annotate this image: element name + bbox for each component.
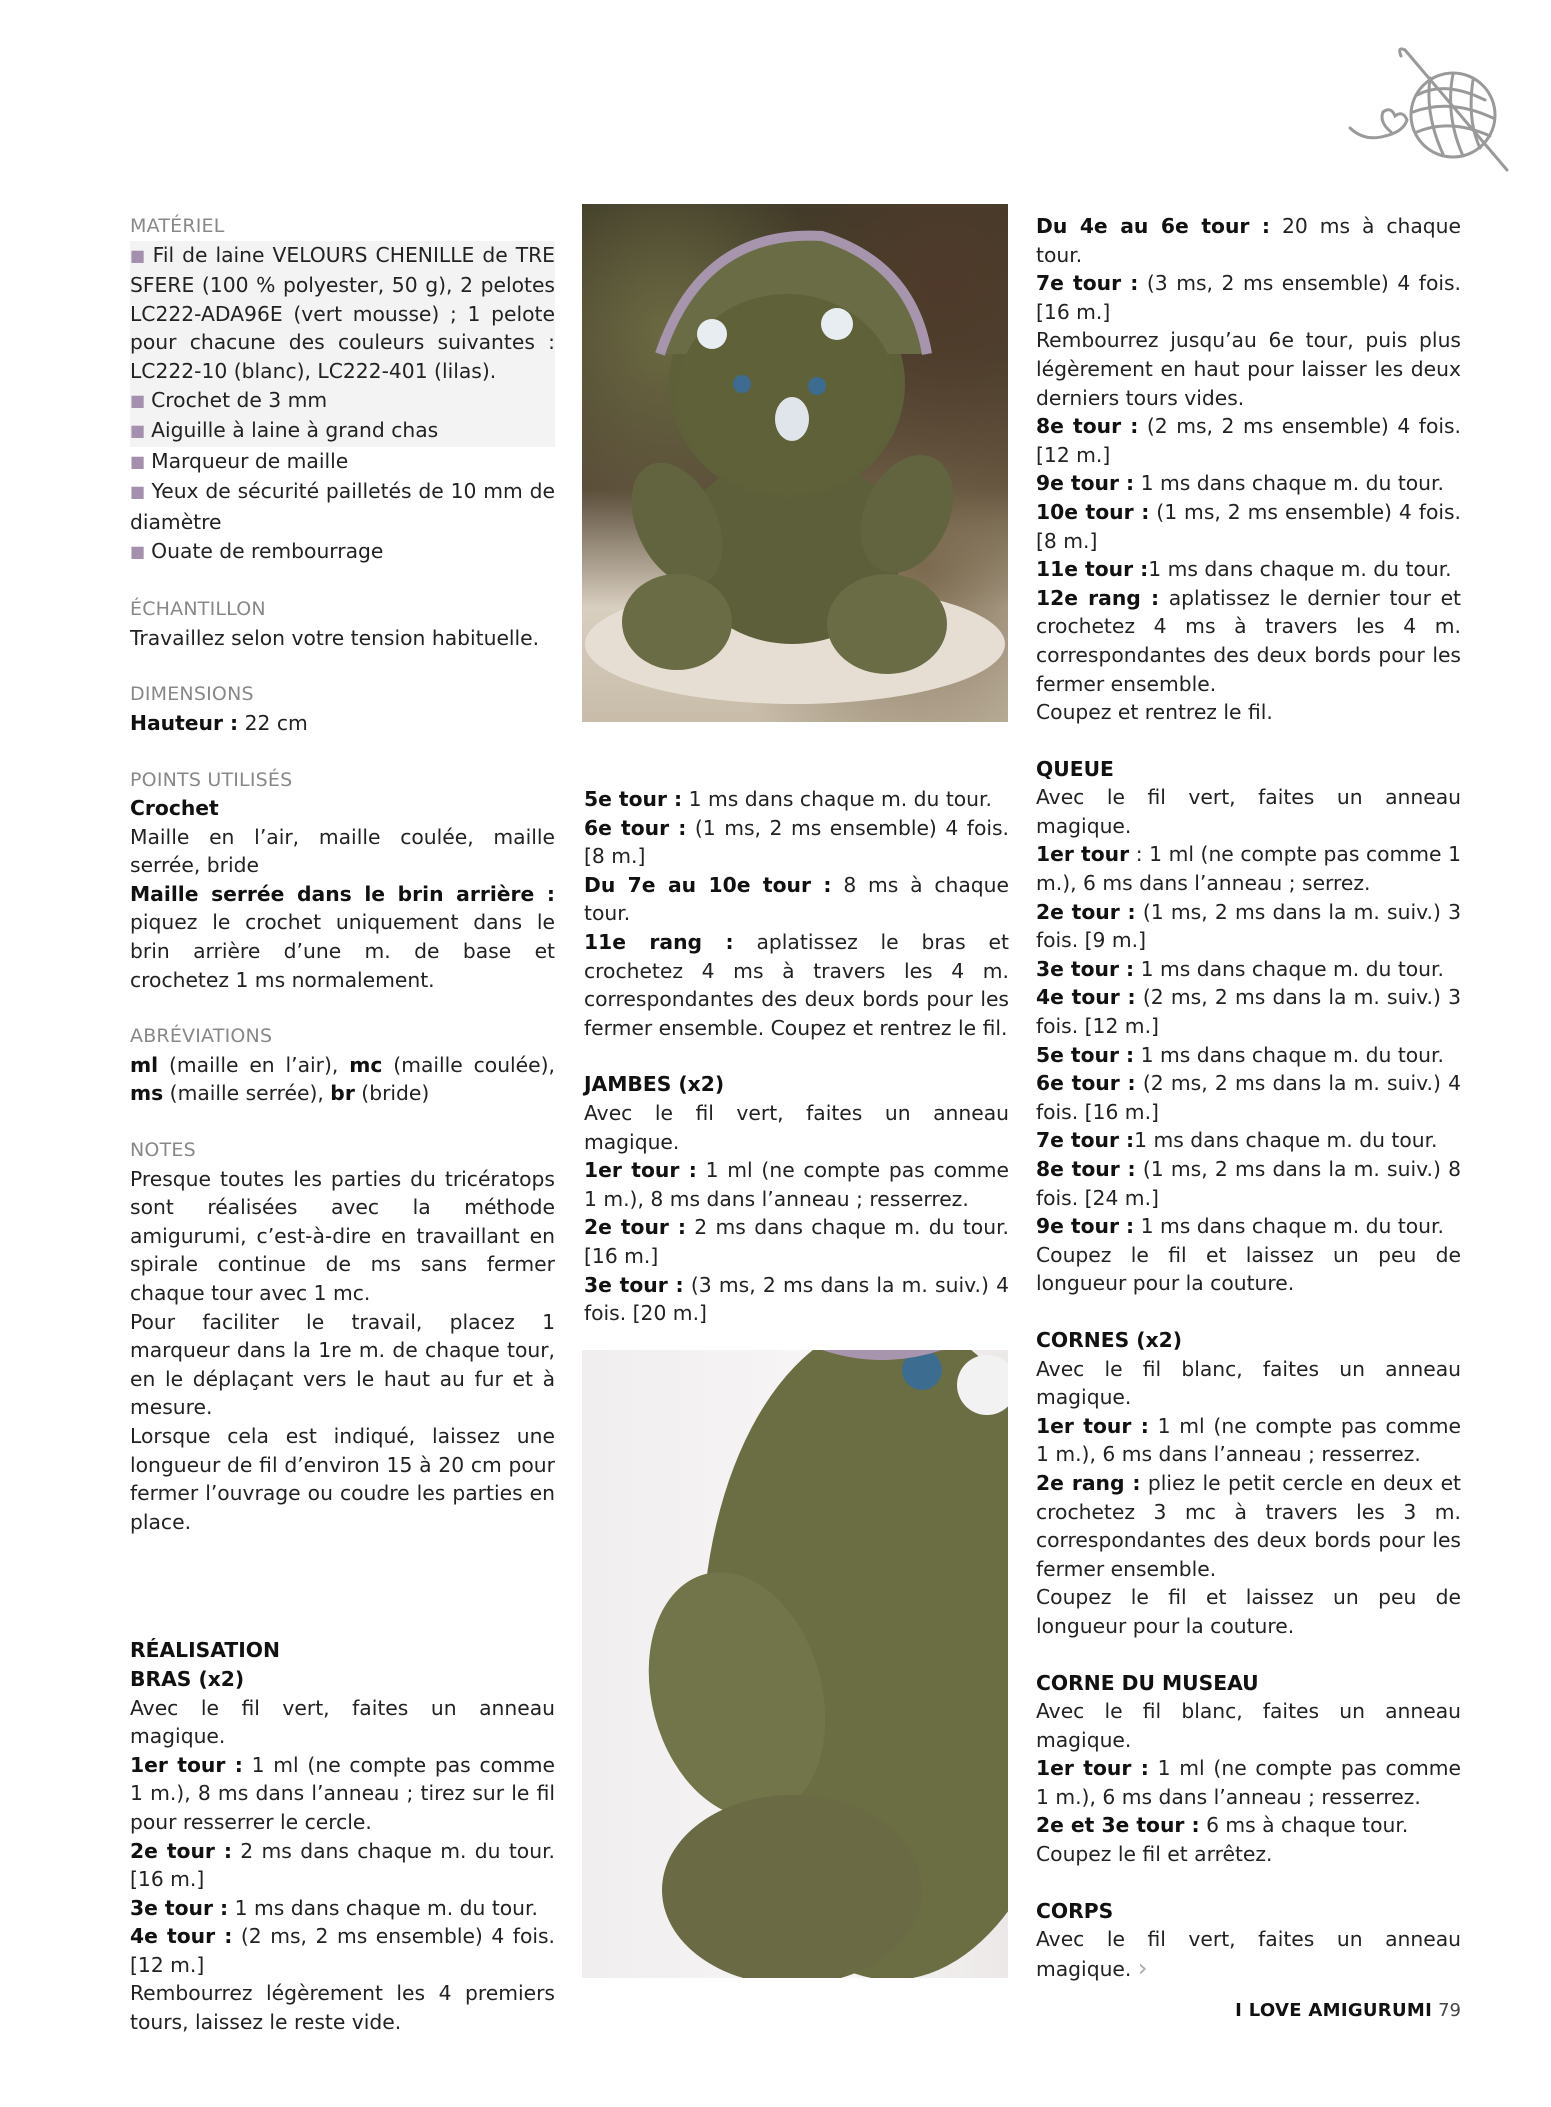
abrev-ms-text: (maille serrée), xyxy=(169,1081,324,1106)
bras-round-5 xyxy=(584,785,1009,814)
round-text: (2 ms, 2 ms dans la m. suiv.) 3 fois. [12 m.] xyxy=(1036,985,1461,1039)
round-text: aplatissez le dernier tour et crochetez 4 ms à travers les 4 m. correspondantes des deux bords pour les fermer ensemble. xyxy=(1036,585,1462,696)
jambes-round-8 xyxy=(1036,412,1461,469)
round-text: (2 ms, 2 ms ensemble) 4 fois. [12 m.] xyxy=(1036,414,1461,467)
round-label: 6e tour : xyxy=(584,815,687,840)
jambes-finish: Coupez et rentrez le fil. xyxy=(1036,700,1273,725)
abrev-ml-text: (maille en l’air), xyxy=(168,1052,339,1077)
abrev-ml: ml xyxy=(130,1052,159,1077)
jambes-stuffing-note: Rembourrez jusqu’au 6e tour, puis plus légèrement en haut pour laisser les deux derniers tours vides. xyxy=(1036,328,1461,410)
materiel-item-marker: ■ Marqueur de maille xyxy=(130,447,555,478)
museau-heading: CORNE DU MUSEAU xyxy=(1036,1670,1259,1695)
round-text: 1 ms dans chaque m. du tour. xyxy=(1140,956,1444,981)
queue-round-3 xyxy=(1036,955,1461,984)
round-label: 2e tour : xyxy=(130,1838,232,1863)
materiel-item-yarn: ■ Fil de laine VELOURS CHENILLE de TRE SFERE (100 % polyester, 50 g), 2 pelotes LC222-ADA96E (vert mousse) ; 1 pelote pour chacune des couleurs suivantes : LC222-10 (blanc), LC222-401 (lilas). xyxy=(130,241,555,386)
round-label: 1er tour : xyxy=(130,1752,243,1777)
corps-intro-text: Avec le fil vert, faites un anneau magique. xyxy=(1036,1927,1461,1981)
round-text: 2 ms dans chaque m. du tour. [16 m.] xyxy=(130,1838,555,1892)
column-right xyxy=(1036,212,1461,1983)
round-label: 11e tour : xyxy=(1036,557,1149,582)
round-label: 9e tour : xyxy=(1036,471,1135,496)
jambes-round-7 xyxy=(1036,269,1461,326)
round-text: (2 ms, 2 ms dans la m. suiv.) 4 fois. [16 m.] xyxy=(1036,1071,1461,1124)
jambes-round-10 xyxy=(1036,498,1461,555)
section-heading-materiel: MATÉRIEL xyxy=(130,215,225,237)
round-label: 4e tour : xyxy=(1036,985,1136,1010)
magazine-name: I LOVE AMIGURUMI xyxy=(1235,2000,1433,2021)
round-text: 2 ms dans chaque m. du tour. [16 m.] xyxy=(584,1215,1009,1268)
round-label: 7e tour : xyxy=(1036,271,1139,296)
notes-paragraph-1: Presque toutes les parties du tricératops sont réalisées avec la méthode amigurumi, c’est-à-dire en travaillant en spirale continue de ms sans fermer chaque tour avec 1 mc. xyxy=(130,1166,555,1305)
round-text: (3 ms, 2 ms dans la m. suiv.) 4 fois. [20 m.] xyxy=(584,1272,1009,1326)
jambes-round-2 xyxy=(584,1213,1009,1270)
round-label: Du 7e au 10e tour : xyxy=(584,872,832,897)
bras-heading: BRAS (x2) xyxy=(130,1666,245,1691)
msba-paragraph xyxy=(130,880,555,994)
column-left xyxy=(130,212,555,2037)
round-label: 8e tour : xyxy=(1036,414,1139,439)
round-text: : 1 ml (ne compte pas comme 1 m.), 6 ms dans l’anneau ; serrez. xyxy=(1036,842,1461,896)
round-label: 1er tour xyxy=(1036,842,1130,867)
crochet-text: Maille en l’air, maille coulée, maille serrée, bride xyxy=(130,824,555,878)
corps-heading: CORPS xyxy=(1036,1898,1114,1923)
bras-round-7-10 xyxy=(584,871,1009,928)
materiel-item-eyes: ■ Yeux de sécurité pailletés de 10 mm de diamètre xyxy=(130,477,555,536)
abrev-br: br xyxy=(330,1081,355,1106)
museau-round-2-3 xyxy=(1036,1811,1461,1840)
jambes-round-4-6 xyxy=(1036,212,1461,269)
bras-round-11 xyxy=(584,928,1009,1042)
notes-paragraph-2: Pour faciliter le travail, placez 1 marqueur dans la 1re m. de chaque tour, en le déplaçant vers le haut au fur et à mesure. xyxy=(130,1309,555,1420)
museau-intro: Avec le fil blanc, faites un anneau magique. xyxy=(1036,1699,1461,1752)
round-text: 1 ml (ne compte pas comme 1 m.), 6 ms dans l’anneau ; resserrez. xyxy=(1036,1756,1462,1809)
round-label: 2e rang : xyxy=(1036,1470,1141,1495)
round-label: 7e tour : xyxy=(1036,1128,1135,1153)
bras-round-6 xyxy=(584,814,1009,871)
jambes-round-1 xyxy=(584,1156,1009,1213)
round-label: Du 4e au 6e tour : xyxy=(1036,214,1271,238)
hauteur-label: Hauteur : xyxy=(130,710,239,735)
abrev-mc: mc xyxy=(349,1052,383,1077)
round-label: 10e tour : xyxy=(1036,499,1150,524)
queue-round-6 xyxy=(1036,1069,1461,1126)
round-text: (2 ms, 2 ms ensemble) 4 fois. [12 m.] xyxy=(130,1924,555,1977)
cornes-round-1 xyxy=(1036,1412,1461,1469)
queue-round-2 xyxy=(1036,898,1461,955)
queue-round-9 xyxy=(1036,1212,1461,1241)
queue-round-8 xyxy=(1036,1155,1461,1212)
round-text: 8 ms à chaque tour. xyxy=(584,872,1010,926)
section-heading-dimensions: DIMENSIONS xyxy=(130,683,254,706)
abrev-ms: ms xyxy=(130,1081,164,1106)
column-middle xyxy=(584,785,1009,1328)
round-label: 6e tour : xyxy=(1036,1071,1136,1096)
bras-round-4 xyxy=(130,1922,555,1979)
queue-round-4 xyxy=(1036,983,1461,1040)
queue-round-5 xyxy=(1036,1041,1461,1070)
round-label: 5e tour : xyxy=(584,787,683,811)
round-label: 1er tour : xyxy=(584,1158,697,1183)
materiel-item-stuffing: ■ Ouate de rembourrage xyxy=(130,537,555,568)
round-label: 5e tour : xyxy=(1036,1042,1135,1067)
round-label: 4e tour : xyxy=(130,1924,233,1949)
museau-round-1 xyxy=(1036,1754,1461,1811)
round-text: (1 ms, 2 ms ensemble) 4 fois. [8 m.] xyxy=(584,815,1009,869)
round-text: 1 ms dans chaque m. du tour. xyxy=(1134,1128,1438,1153)
abrev-mc-text: (maille coulée), xyxy=(393,1052,555,1077)
queue-intro: Avec le fil vert, faites un anneau magique. xyxy=(1036,785,1461,838)
round-text: 1 ml (ne compte pas comme 1 m.), 6 ms dans l’anneau ; resserrez. xyxy=(1036,1413,1462,1467)
museau-finish: Coupez le fil et arrêtez. xyxy=(1036,1842,1273,1867)
abrev-br-text: (bride) xyxy=(361,1081,430,1106)
triceratops-closeup-photo xyxy=(582,1350,1008,1978)
round-text: 1 ml (ne compte pas comme 1 m.), 8 ms dans l’anneau ; tirez sur le fil pour resserrer le cercle. xyxy=(130,1752,556,1834)
corps-intro xyxy=(1036,1925,1461,1983)
materiel-item-needle: ■ Aiguille à laine à grand chas xyxy=(130,416,555,447)
round-label: 1er tour : xyxy=(1036,1756,1149,1781)
round-text: (1 ms, 2 ms dans la m. suiv.) 8 fois. [24 m.] xyxy=(1036,1157,1461,1210)
section-heading-notes: NOTES xyxy=(130,1139,196,1162)
bras-intro: Avec le fil vert, faites un anneau magique. xyxy=(130,1695,555,1749)
round-label: 3e tour : xyxy=(584,1272,684,1297)
round-text: 1 ms dans chaque m. du tour. xyxy=(688,787,992,811)
cornes-finish: Coupez le fil et laissez un peu de longueur pour la couture. xyxy=(1036,1585,1461,1638)
round-text: 6 ms à chaque tour. xyxy=(1206,1813,1409,1838)
hauteur-value: 22 cm xyxy=(244,710,308,735)
bras-stuffing-note: Rembourrez légèrement les 4 premiers tours, laissez le reste vide. xyxy=(130,1981,555,2035)
round-text: 1 ml (ne compte pas comme 1 m.), 8 ms dans l’anneau ; resserrez. xyxy=(584,1158,1010,1211)
queue-finish: Coupez le fil et laissez un peu de longueur pour la couture. xyxy=(1036,1242,1461,1296)
round-text: aplatissez le bras et crochetez 4 ms à travers les 4 m. correspondantes des deux bords pour les fermer ensemble. Coupez et rentrez le fil. xyxy=(584,929,1009,1040)
section-heading-abreviations: ABRÉVIATIONS xyxy=(130,1025,273,1048)
jambes-round-11 xyxy=(1036,555,1461,584)
yarn-ball-crochet-hook-heart-icon xyxy=(1345,40,1520,180)
realisation-heading: RÉALISATION xyxy=(130,1638,280,1663)
round-text: 1 ms dans chaque m. du tour. xyxy=(1140,471,1444,496)
jambes-heading: JAMBES (x2) xyxy=(584,1072,725,1097)
chevron-right-icon: › xyxy=(1137,1953,1148,1982)
bras-round-3 xyxy=(130,1894,555,1923)
round-label: 2e tour : xyxy=(1036,899,1136,924)
cornes-intro: Avec le fil blanc, faites un anneau magique. xyxy=(1036,1356,1461,1410)
bras-round-2 xyxy=(130,1837,555,1894)
round-text: (3 ms, 2 ms ensemble) 4 fois. [16 m.] xyxy=(1036,271,1461,324)
triceratops-photo xyxy=(582,204,1008,722)
page-number: 79 xyxy=(1438,2000,1461,2021)
round-label: 9e tour : xyxy=(1036,1214,1135,1239)
round-label: 2e et 3e tour : xyxy=(1036,1813,1200,1838)
round-text: 1 ms dans chaque m. du tour. xyxy=(234,1895,538,1920)
cornes-heading: CORNES (x2) xyxy=(1036,1327,1182,1352)
round-label: 12e rang : xyxy=(1036,585,1160,610)
msba-text: piquez le crochet uniquement dans le brin arrière d’une m. de base et crochetez 1 ms normalement. xyxy=(130,910,555,992)
round-label: 8e tour : xyxy=(1036,1157,1136,1181)
section-heading-echantillon: ÉCHANTILLON xyxy=(130,598,266,621)
echantillon-text: Travaillez selon votre tension habituelle. xyxy=(130,625,540,650)
notes-paragraph-3: Lorsque cela est indiqué, laissez une longueur de fil d’environ 15 à 20 cm pour fermer l’ouvrage ou coudre les parties en place. xyxy=(130,1423,555,1534)
round-label: 1er tour : xyxy=(1036,1413,1149,1438)
round-label: 2e tour : xyxy=(584,1215,686,1240)
bras-round-1 xyxy=(130,1751,555,1837)
round-text: pliez le petit cercle en deux et crochetez 3 mc à travers les 3 m. correspondantes des deux bords pour les fermer ensemble. xyxy=(1036,1470,1461,1581)
jambes-round-3 xyxy=(584,1271,1009,1328)
jambes-round-9 xyxy=(1036,469,1461,498)
section-heading-points: POINTS UTILISÉS xyxy=(130,768,293,791)
round-text: 1 ms dans chaque m. du tour. xyxy=(1140,1042,1444,1067)
round-label: 3e tour : xyxy=(130,1895,229,1920)
jambes-round-12 xyxy=(1036,584,1461,698)
round-label: 3e tour : xyxy=(1036,956,1135,981)
queue-heading: QUEUE xyxy=(1036,756,1114,781)
msba-label: Maille serrée dans le brin arrière : xyxy=(130,881,555,906)
queue-round-7 xyxy=(1036,1126,1461,1155)
crochet-label: Crochet xyxy=(130,796,219,821)
queue-round-1 xyxy=(1036,840,1461,897)
abreviations-text xyxy=(130,1051,555,1108)
round-text: (1 ms, 2 ms ensemble) 4 fois. [8 m.] xyxy=(1036,499,1461,553)
jambes-intro: Avec le fil vert, faites un anneau magique. xyxy=(584,1100,1009,1154)
hauteur-line xyxy=(130,709,555,738)
cornes-round-2 xyxy=(1036,1469,1461,1583)
round-text: 20 ms à chaque tour. xyxy=(1036,214,1461,267)
round-text: 1 ms dans chaque m. du tour. xyxy=(1148,557,1452,582)
page-footer xyxy=(1235,2000,1461,2021)
round-label: 11e rang : xyxy=(584,929,734,954)
round-text: 1 ms dans chaque m. du tour. xyxy=(1140,1214,1444,1239)
round-text: (1 ms, 2 ms dans la m. suiv.) 3 fois. [9 m.] xyxy=(1036,899,1461,953)
materiel-item-hook: ■ Crochet de 3 mm xyxy=(130,386,555,417)
